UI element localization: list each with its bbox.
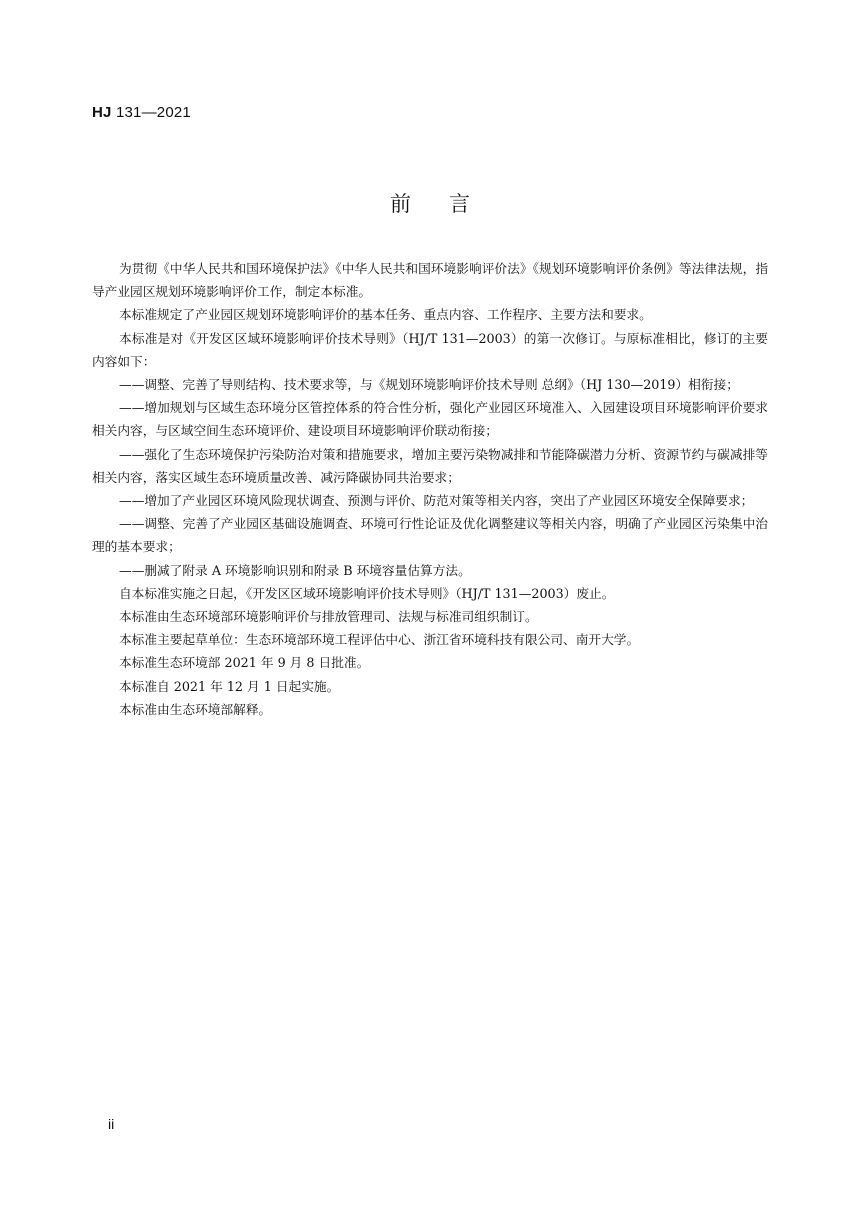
- paragraph: 本标准是对《开发区区域环境影响评价技术导则》（HJ/T 131—2003）的第一次修订。与原标准相比，修订的主要内容如下：: [92, 330, 768, 369]
- paragraph: 本标准由生态环境部环境影响评价与排放管理司、法规与标准司组织制订。: [119, 609, 538, 625]
- page-title: 前言: [390, 192, 508, 216]
- revision-item: ——调整、完善了产业园区基础设施调查、环境可行性论证及优化调整建议等相关内容，明确了产业园区污染集中治理的基本要求；: [92, 516, 768, 555]
- page-number: ii: [108, 1116, 115, 1132]
- standard-number: 131—2021: [115, 104, 191, 121]
- paragraph: 为贯彻《中华人民共和国环境保护法》《中华人民共和国环境影响评价法》《规划环境影响评价条例》等法律法规，指导产业园区规划环境影响评价工作，制定本标准。: [92, 261, 768, 300]
- revision-item: ——删减了附录 A 环境影响识别和附录 B 环境容量估算方法。: [119, 562, 471, 578]
- paragraph: 自本标准实施之日起，《开发区区域环境影响评价技术导则》（HJ/T 131—2003）废止。: [119, 585, 615, 601]
- paragraph: 本标准规定了产业园区规划环境影响评价的基本任务、重点内容、工作程序、主要方法和要求。: [119, 307, 652, 323]
- paragraph: 本标准主要起草单位：生态环境部环境工程评估中心、浙江省环境科技有限公司、南开大学。: [119, 632, 640, 648]
- paragraph: 本标准自 2021 年 12 月 1 日起实施。: [119, 678, 340, 694]
- revision-item: ——增加了产业园区环境风险现状调查、预测与评价、防范对策等相关内容，突出了产业园区环境安全保障要求；: [119, 493, 754, 509]
- standard-header: [92, 104, 191, 121]
- revision-item: ——调整、完善了导则结构、技术要求等，与《规划环境影响评价技术导则 总纲》（HJ 130—2019）相衔接；: [119, 377, 739, 393]
- foreword-body: [92, 257, 768, 721]
- revision-item: ——增加规划与区域生态环境分区管控体系的符合性分析，强化产业园区环境准入、入园建设项目环境影响评价要求相关内容，与区域空间生态环境评价、建设项目环境影响评价联动衔接；: [92, 400, 768, 439]
- standard-prefix: HJ: [92, 104, 112, 121]
- paragraph: 本标准由生态环境部解释。: [119, 701, 272, 717]
- paragraph: 本标准生态环境部 2021 年 9 月 8 日批准。: [119, 655, 370, 671]
- revision-item: ——强化了生态环境保护污染防治对策和措施要求，增加主要污染物减排和节能降碳潜力分析、资源节约与碳减排等相关内容，落实区域生态环境质量改善、减污降碳协同共治要求；: [92, 446, 768, 485]
